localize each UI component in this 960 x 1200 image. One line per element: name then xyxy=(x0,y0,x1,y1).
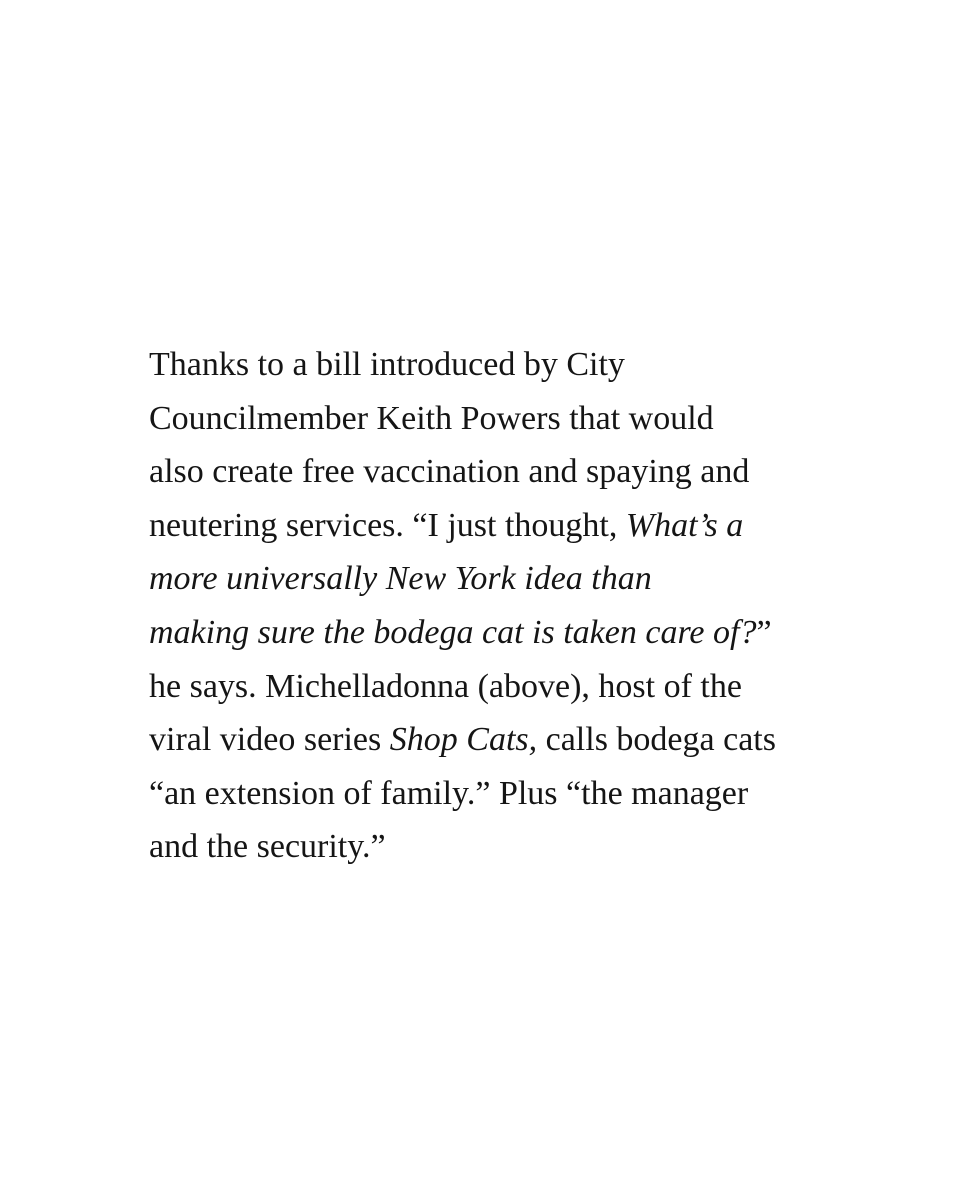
text-run: neutering services. “I just thought, xyxy=(149,506,626,544)
closing-quote-mark: ” xyxy=(756,613,772,651)
text-run: calls bodega cats xyxy=(537,721,776,759)
paragraph-line-2 xyxy=(149,392,849,446)
paragraph-line-5 xyxy=(149,552,849,606)
text-run: also create free vaccination and spaying and xyxy=(149,453,750,491)
paragraph-line-1 xyxy=(149,338,849,392)
paragraph-line-6 xyxy=(149,606,849,660)
paragraph-line-7 xyxy=(149,660,849,714)
text-run: and the security.” xyxy=(149,828,386,866)
italic-quote-run: making sure the bodega cat is taken care of? xyxy=(149,613,757,651)
italic-quote-run: What’s a xyxy=(625,506,744,544)
series-title: Shop Cats, xyxy=(389,721,538,759)
text-run: Thanks to a bill introduced by City xyxy=(149,346,625,383)
text-run: “an extension of family.” Plus “the manager xyxy=(149,774,749,812)
text-run: he says. Michelladonna (above), host of the xyxy=(149,667,742,705)
article-paragraph xyxy=(149,338,849,874)
text-run: Councilmember Keith Powers that would xyxy=(149,399,714,437)
paragraph-line-9 xyxy=(149,767,849,821)
paragraph-line-3 xyxy=(149,445,849,499)
italic-quote-run: more universally New York idea than xyxy=(149,560,652,598)
text-run: viral video series xyxy=(149,721,390,759)
paragraph-line-8 xyxy=(149,713,849,767)
paragraph-line-4 xyxy=(149,499,849,553)
paragraph-line-10 xyxy=(149,820,849,874)
